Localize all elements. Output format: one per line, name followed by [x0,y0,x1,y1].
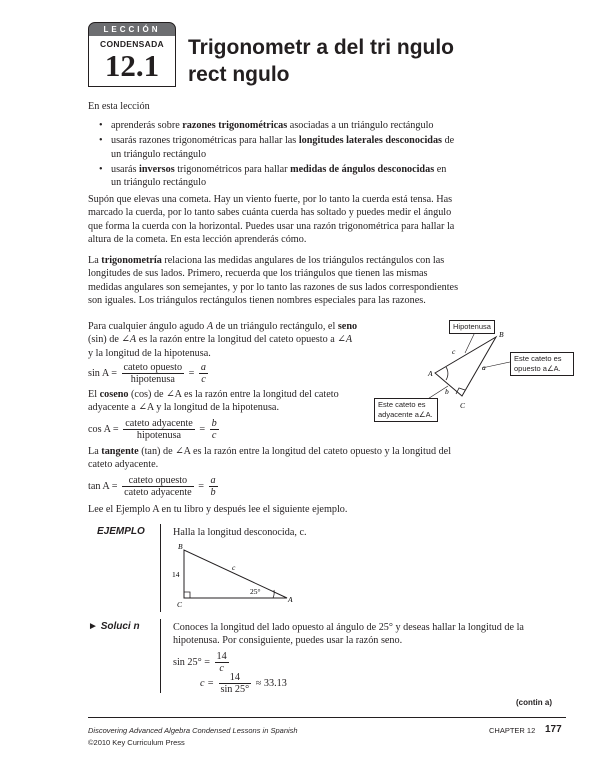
example-right-angle [184,592,190,598]
vertex-c-label: C [460,401,466,410]
read-example-note: Lee el Ejemplo A en tu libro y después lee el siguiente ejemplo. [88,504,348,515]
continued-note: (contin a) [516,698,552,707]
hypotenuse-callout: Hipotenusa [449,320,495,334]
example-angle-label: 25° [250,587,261,596]
example-vertex-c: C [177,600,183,609]
objectives-list [99,119,459,189]
example-prompt: Halla la longitud desconocida, c. [173,527,307,538]
badge-condensed-label: CONDENSADA [100,39,164,49]
solution-equation-2: c = $\frac{14}{\sin 25^\circ}$ ≈ 33.13 [200,672,287,695]
lesson-number: 12.1 [104,48,160,83]
objective-item: • aprenderás sobre razones trigonométricas asociadas a un triángulo rectángulo [99,119,459,132]
vertex-a-label: A [428,369,433,378]
badge-box [88,36,176,87]
trig-definition-paragraph: La trigonometría relaciona las medidas angulares de los triángulos rectángulos con las longitudes de sus lados. Primero, recuerda que los triángulos que tienen las mismas medidas angulares son semejantes, y por lo tanto las razones de sus lados correspondientes son iguales. Los triángulos rectángulos tienen nombres especiales para las razones. [88,255,459,306]
solution-text: Conoces la longitud del lado opuesto al ángulo de 25° y deseas hallar la longitud de la hipotenusa. Por consiguiente, puedes usar la razón seno. [173,622,524,647]
intro-label: En esta lección [88,101,150,112]
example-triangle [170,538,300,610]
footer-rule [88,717,566,718]
side-b-label: b [445,387,449,396]
example-divider [160,524,161,612]
opp-leader [482,362,510,368]
page-number: 177 [545,724,562,735]
example-vertex-a: A [288,595,293,604]
solution-equation-1: sin 25° = $\frac{14}{c}$ [173,651,227,674]
page-title [188,34,548,88]
angle-a-arc [446,367,448,380]
example-hyp-label: c [232,563,236,572]
example-side-length: 14 [172,570,180,579]
side-c-label: c [452,347,456,356]
objective-item: • usarás inversos trigonométricos para hallar medidas de ángulos desconocidas en un triángulo rectángulo [99,163,459,190]
cosine-equation: cos A = $\frac{\text{cateto adyacente}}{\text{hipotenusa}}$ = $\frac{b}{c}$ [88,418,217,441]
solution-label: ► Soluci n [88,621,140,632]
tangent-equation: tan A = $\frac{\text{cateto opuesto}}{\text{cateto adyacente}}$ = $\frac{a}{b}$ [88,475,216,498]
adjacent-callout: Este cateto es adyacente a∠A. [374,398,438,422]
example-vertex-b: B [178,542,183,551]
sine-definition: Para cualquier ángulo agudo A de un triángulo rectángulo, el seno (sin) de ∠A es la razón entre la longitud del cateto opuesto a ∠A y la longitud de la hipotenusa. [88,321,358,359]
sine-equation: sin A = $\frac{\text{cateto opuesto}}{\text{hipotenusa}}$ = $\frac{a}{c}$ [88,362,207,385]
title-line-1: Trigonometr a del tri ngulo [188,36,455,59]
badge-lesson-label: LECCIÓN [88,22,176,38]
opposite-callout: Este cateto es opuesto a∠A. [510,352,574,376]
tangent-definition: La tangente (tan) de ∠A es la razón entre la longitud del cateto opuesto y la longitud del cateto adyacente. [88,446,452,471]
solution-arrow-icon: ► [88,621,101,632]
vertex-b-label: B [499,330,504,339]
example-triangle-shape [184,550,287,598]
objective-item: • usarás razones trigonométricas para hallar las longitudes laterales desconocidas de un triángulo rectángulo [99,134,459,161]
cosine-definition: El coseno (cos) de ∠A es la razón entre la longitud del cateto adyacente a ∠A y la longitud de la hipotenusa. [88,389,339,414]
solution-divider [160,619,161,693]
lesson-badge [88,22,176,86]
side-a-label: a [482,363,486,372]
footer-copyright: ©2010 Key Curriculum Press [88,738,185,747]
footer-chapter: CHAPTER 12 [489,726,536,735]
title-line-2: rect ngulo [188,63,290,86]
footer-book-title: Discovering Advanced Algebra Condensed Lessons in Spanish [88,726,298,735]
example-label: EJEMPLO [97,526,145,537]
kite-paragraph: Supón que elevas una cometa. Hay un viento fuerte, por lo tanto la cuerda está tensa. Has marcado la cuerda, por lo tanto sabes cuánta cuerda has soltado y puedes medir el ángulo que forma la cuerda con la horizontal. Puedes usar una razón trigonométrica para hallar la altura de la cometa. En esta lección aprenderás cómo. [88,194,455,245]
